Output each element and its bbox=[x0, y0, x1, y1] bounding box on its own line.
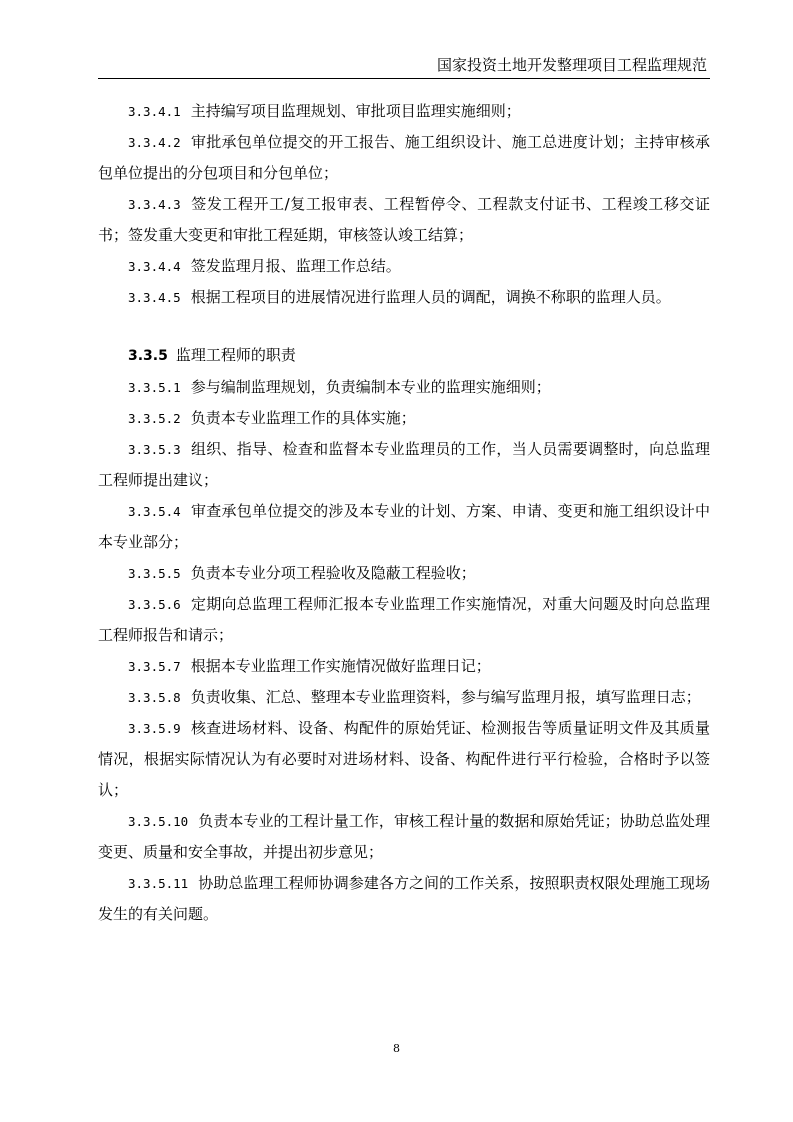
clause-3-3-5-8 bbox=[98, 682, 710, 713]
clause-text: 根据工程项目的进展情况进行监理人员的调配，调换不称职的监理人员。 bbox=[190, 288, 671, 306]
clause-number: 3.3.4.4 bbox=[128, 259, 181, 274]
clause-text: 核查进场材料、设备、构配件的原始凭证、检测报告等质量证明文件及其质量情况，根据实际情况认为有必要时对进场材料、设备、构配件进行平行检验，合格时予以签认； bbox=[98, 719, 710, 799]
clause-text: 主持编写项目监理规划、审批项目监理实施细则； bbox=[190, 102, 521, 120]
clause-number: 3.3.5.9 bbox=[128, 721, 181, 736]
clause-text: 签发工程开工/复工报审表、工程暂停令、工程款支付证书、工程竣工移交证书；签发重大变更和审批工程延期，审核签认竣工结算； bbox=[98, 195, 710, 244]
section-title: 监理工程师的职责 bbox=[175, 346, 296, 364]
header-title: 国家投资土地开发整理项目工程监理规范 bbox=[436, 56, 707, 74]
clause-3-3-4-5 bbox=[98, 282, 710, 313]
clause-text: 根据本专业监理工作实施情况做好监理日记； bbox=[190, 657, 491, 675]
clause-3-3-5-9 bbox=[98, 713, 710, 806]
clause-text: 审批承包单位提交的开工报告、施工组织设计、施工总进度计划；主持审核承包单位提出的分包项目和分包单位； bbox=[98, 133, 710, 182]
clause-number: 3.3.5.2 bbox=[128, 411, 181, 426]
clause-3-3-5-2 bbox=[98, 403, 710, 434]
clause-number: 3.3.4.3 bbox=[128, 197, 181, 212]
clause-text: 定期向总监理工程师汇报本专业监理工作实施情况，对重大问题及时向总监理工程师报告和请示； bbox=[98, 595, 710, 644]
clause-text: 负责本专业监理工作的具体实施； bbox=[190, 409, 416, 427]
clause-number: 3.3.4.1 bbox=[128, 104, 181, 119]
clause-3-3-5-11 bbox=[98, 868, 710, 930]
clause-number: 3.3.5.11 bbox=[128, 876, 189, 891]
clause-text: 签发监理月报、监理工作总结。 bbox=[190, 257, 401, 275]
clause-number: 3.3.5.6 bbox=[128, 597, 181, 612]
section-number: 3.3.5 bbox=[128, 348, 168, 364]
clause-number: 3.3.5.1 bbox=[128, 380, 181, 395]
clause-3-3-4-1 bbox=[98, 96, 710, 127]
clause-text: 审查承包单位提交的涉及本专业的计划、方案、申请、变更和施工组织设计中本专业部分； bbox=[98, 502, 710, 551]
clause-number: 3.3.5.4 bbox=[128, 504, 181, 519]
clause-3-3-5-7 bbox=[98, 651, 710, 682]
header-rule bbox=[98, 78, 710, 79]
clause-3-3-5-5 bbox=[98, 558, 710, 589]
clause-number: 3.3.5.10 bbox=[128, 814, 189, 829]
clause-text: 协助总监理工程师协调参建各方之间的工作关系，按照职责权限处理施工现场发生的有关问题。 bbox=[98, 874, 710, 923]
clause-3-3-5-3 bbox=[98, 434, 710, 496]
clause-text: 负责本专业的工程计量工作，审核工程计量的数据和原始凭证；协助总监处理变更、质量和安全事故，并提出初步意见； bbox=[98, 812, 710, 861]
clause-3-3-5-4 bbox=[98, 496, 710, 558]
document-body bbox=[98, 96, 710, 930]
clause-number: 3.3.5.5 bbox=[128, 566, 181, 581]
clause-3-3-5-10 bbox=[98, 806, 710, 868]
clause-3-3-4-3 bbox=[98, 189, 710, 251]
clause-number: 3.3.5.8 bbox=[128, 690, 181, 705]
clause-3-3-4-2 bbox=[98, 127, 710, 189]
clause-number: 3.3.5.7 bbox=[128, 659, 181, 674]
clause-text: 参与编制监理规划，负责编制本专业的监理实施细则； bbox=[190, 378, 551, 396]
clause-3-3-5-6 bbox=[98, 589, 710, 651]
clause-number: 3.3.5.3 bbox=[128, 442, 181, 457]
clause-3-3-4-4 bbox=[98, 251, 710, 282]
clause-3-3-5-1 bbox=[98, 372, 710, 403]
clause-text: 负责收集、汇总、整理本专业监理资料，参与编写监理月报，填写监理日志； bbox=[190, 688, 701, 706]
clause-number: 3.3.4.5 bbox=[128, 290, 181, 305]
page-number: 8 bbox=[393, 1042, 400, 1055]
clause-text: 负责本专业分项工程验收及隐蔽工程验收； bbox=[190, 564, 476, 582]
clause-text: 组织、指导、检查和监督本专业监理员的工作，当人员需要调整时，向总监理工程师提出建议； bbox=[98, 440, 710, 489]
section-heading bbox=[98, 340, 710, 372]
clause-number: 3.3.4.2 bbox=[128, 135, 181, 150]
